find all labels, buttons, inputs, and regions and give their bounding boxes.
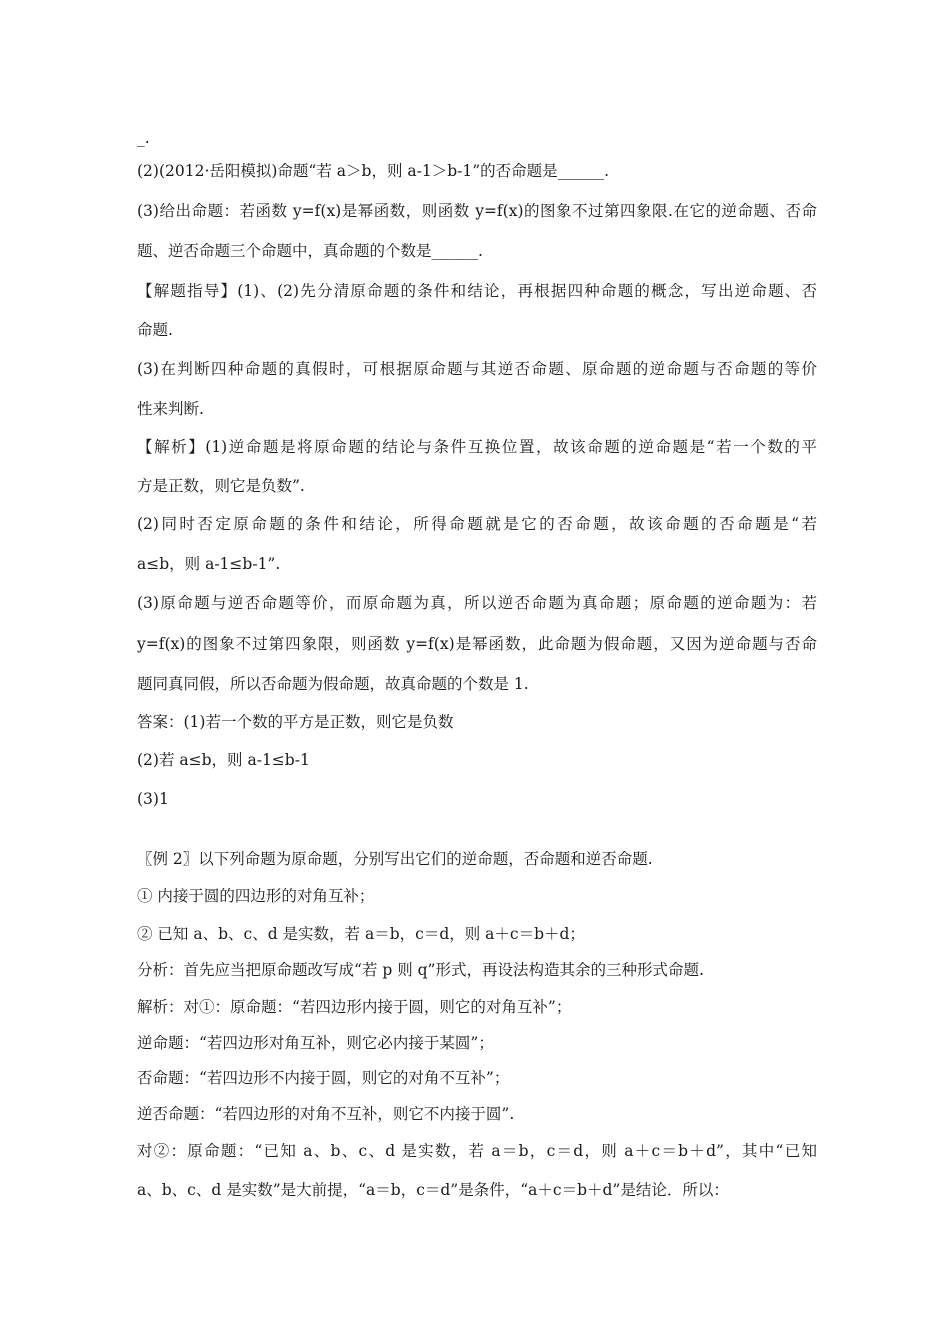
text-line: (2)同时否定原命题的条件和结论，所得命题就是它的否命题，故该命题的否命题是“若 (137, 515, 817, 533)
text-line: (2)(2012·岳阳模拟)命题“若 a＞b，则 a-1＞b-1”的否命题是______. (137, 162, 610, 180)
text-line: 题、逆否命题三个命题中，真命题的个数是______. (137, 242, 483, 260)
text-line: (3)在判断四种命题的真假时，可根据原命题与其逆否命题、原命题的逆命题与否命题的等价 (137, 360, 817, 378)
text-line: 答案：(1)若一个数的平方是正数，则它是负数 (137, 713, 454, 731)
text-line: 解析：对①：原命题：“若四边形内接于圆，则它的对角互补”； (137, 998, 572, 1016)
text-line: ② 已知 a、b、c、d 是实数，若 a＝b，c＝d，则 a＋c＝b＋d； (137, 925, 585, 943)
text-line: (3)给出命题：若函数 y=f(x)是幂函数，则函数 y=f(x)的图象不过第四象限.在它的逆命题、否命 (137, 202, 817, 220)
text-line: 逆命题：“若四边形对角互补，则它必内接于某圆”； (137, 1034, 494, 1052)
text-line: (2)若 a≤b，则 a-1≤b-1 (137, 751, 310, 769)
text-line: (3)原命题与逆否命题等价，而原命题为真，所以逆否命题为真命题；原命题的逆命题为：若 (137, 594, 817, 612)
text-line: 【解题指导】(1)、(2)先分清原命题的条件和结论，再根据四种命题的概念，写出逆命题、否 (137, 282, 817, 300)
text-line: ① 内接于圆的四边形的对角互补； (137, 887, 375, 905)
text-line: _. (137, 129, 150, 147)
text-line: 【解析】(1)逆命题是将原命题的结论与条件互换位置，故该命题的逆命题是“若一个数的平 (137, 438, 817, 456)
text-line: 方是正数，则它是负数”. (137, 477, 305, 495)
text-line: y=f(x)的图象不过第四象限，则函数 y=f(x)是幂函数，此命题为假命题，又因为逆命题与否命 (137, 635, 817, 653)
text-line: 题同真同假，所以否命题为假命题，故真命题的个数是 1. (137, 675, 529, 693)
text-line: 对②：原命题：“已知 a、b、c、d 是实数，若 a＝b，c＝d，则 a＋c＝b＋d”，其中“已知 (137, 1142, 817, 1160)
text-line: 性来判断. (137, 400, 204, 418)
text-line: 命题. (137, 321, 173, 339)
text-line: 逆否命题：“若四边形的对角不互补，则它不内接于圆”. (137, 1105, 515, 1123)
text-line: 否命题：“若四边形不内接于圆，则它的对角不互补”； (137, 1069, 510, 1087)
text-line: (3)1 (137, 790, 169, 808)
text-line: 分析：首先应当把原命题改写成“若 p 则 q”形式，再设法构造其余的三种形式命题. (137, 961, 704, 979)
text-line: a、b、c、d 是实数”是大前提，“a＝b，c＝d”是条件，“a＋c＝b＋d”是结论．所以： (137, 1181, 729, 1199)
text-line: 〖例 2〗以下列命题为原命题，分别写出它们的逆命题，否命题和逆否命题. (137, 850, 653, 868)
text-line: a≤b，则 a-1≤b-1”. (137, 555, 281, 573)
